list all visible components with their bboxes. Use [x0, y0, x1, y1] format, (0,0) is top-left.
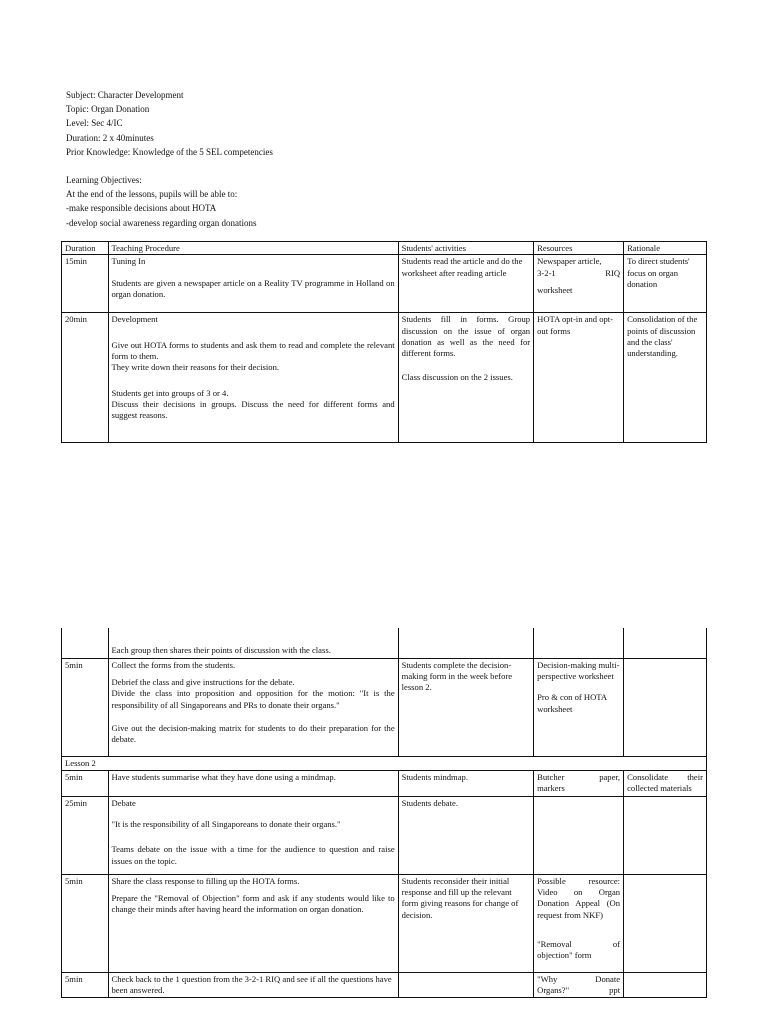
procedure-text: Give out HOTA forms to students and ask them to read and complete the relevant form to them.	[111, 339, 395, 362]
procedure-text: Teams debate on the issue with a time for the audience to question and raise issues on the topic.	[111, 844, 395, 866]
rationale-cell	[624, 972, 707, 998]
procedure-title: Tuning In	[111, 256, 146, 267]
procedure-text: Divide the class into proposition and opposition for the motion: "It is the responsibility of all Singaporeans and PRs to donate their organs."	[111, 688, 395, 710]
subject-line: Subject: Character Development	[66, 90, 184, 100]
resources-cell: HOTA opt-in and opt-out forms	[534, 313, 624, 443]
resource-word: "Removal	[537, 938, 572, 949]
rationale-cell: To direct students' focus on organ donation	[624, 255, 707, 313]
duration-cell: 15min	[62, 255, 109, 313]
resources-cell	[534, 628, 624, 658]
procedure-cell	[108, 628, 398, 658]
procedure-cell	[108, 658, 398, 756]
procedure-text: "It is the responsibility of all Singaporeans to donate their organs."	[111, 818, 341, 829]
activities-cell: Students mindmap.	[398, 770, 533, 796]
resource-word: Butcher	[537, 771, 565, 782]
resource-text: Newspaper article,	[537, 256, 602, 267]
resources-cell	[534, 796, 624, 874]
procedure-cell	[108, 874, 398, 972]
duration-cell: 5min	[62, 972, 109, 998]
header-teaching-procedure: Teaching Procedure	[108, 242, 398, 255]
table-row	[62, 874, 707, 972]
rationale-cell: Consolidation of the points of discussion and the class' understanding.	[624, 313, 707, 443]
resource-text: Possible resource: Video on Organ Donation Appeal (On request from NKF)	[537, 875, 621, 920]
procedure-text: Each group then shares their points of discussion with the class.	[111, 645, 331, 656]
resource-text	[537, 268, 620, 279]
procedure-cell	[108, 796, 398, 874]
duration-line: Duration: 2 x 40minutes	[66, 132, 154, 143]
level-line: Level: Sec 4/IC	[66, 118, 123, 129]
rationale-cell	[624, 874, 707, 972]
table-row	[62, 770, 707, 796]
header-duration: Duration	[62, 242, 109, 255]
table-header-row	[62, 242, 707, 255]
resource-text	[537, 939, 620, 950]
activities-cell: Students read the article and do the worksheet after reading article	[398, 255, 533, 313]
procedure-text: Debate	[111, 797, 136, 808]
resource-text: Pro & con of HOTA worksheet	[537, 692, 607, 714]
rationale-text: collected materials	[627, 783, 692, 794]
rationale-word: their	[687, 771, 703, 782]
resource-word: paper,	[599, 771, 621, 782]
duration-cell	[62, 628, 109, 658]
procedure-text: Collect the forms from the students.	[111, 659, 236, 670]
duration-cell: 25min	[62, 796, 109, 874]
rationale-text	[627, 772, 703, 783]
activities-cell: Students debate.	[398, 796, 533, 874]
procedure-title: Development	[111, 314, 158, 325]
header-students-activities: Students' activities	[398, 242, 533, 255]
table-row	[62, 313, 707, 443]
procedure-text: Share the class response to filling up the HOTA forms.	[111, 875, 300, 886]
activities-cell	[398, 313, 533, 443]
duration-cell: 5min	[62, 658, 109, 756]
resources-cell	[534, 770, 624, 796]
rationale-word: Consolidate	[627, 771, 669, 782]
lesson-label: Lesson 2	[62, 756, 707, 770]
rationale-cell	[624, 770, 707, 796]
activities-text: Class discussion on the 2 issues.	[401, 371, 513, 382]
resources-cell	[534, 874, 624, 972]
procedure-cell	[108, 313, 398, 443]
resources-cell	[534, 658, 624, 756]
objective-item: -make responsible decisions about HOTA	[66, 203, 217, 214]
resource-word: of	[612, 938, 621, 949]
header-resources: Resources	[534, 242, 624, 255]
procedure-text: Students get into groups of 3 or 4.	[111, 387, 229, 398]
duration-cell: 5min	[62, 874, 109, 972]
activities-cell: Students complete the decision-making form in the week before lesson 2.	[398, 658, 533, 756]
resources-cell	[534, 972, 624, 998]
lesson-plan-table-page2	[61, 628, 707, 998]
table-row	[62, 796, 707, 874]
objectives-title: Learning Objectives:	[66, 174, 142, 185]
resource-word: ppt	[609, 984, 621, 995]
resource-word: RIQ	[605, 267, 621, 278]
activities-cell	[398, 628, 533, 658]
table-row-continued	[62, 628, 707, 658]
procedure-text: Debrief the class and give instructions for the debate.	[111, 676, 295, 687]
objective-item: -develop social awareness regarding organ donations	[66, 217, 257, 228]
procedure-text: Discuss their decisions in groups. Discuss the need for different forms and suggest reasons.	[111, 399, 395, 421]
duration-cell: 5min	[62, 770, 109, 796]
resource-text	[537, 772, 620, 783]
topic-line: Topic: Organ Donation	[66, 104, 150, 115]
table-row	[62, 972, 707, 998]
activities-cell	[398, 972, 533, 998]
duration-cell: 20min	[62, 313, 109, 443]
procedure-text: Give out the decision-making matrix for students to do their preparation for the debate.	[111, 722, 395, 745]
resource-word: Organs?"	[537, 984, 570, 995]
table-row	[62, 255, 707, 313]
table-row	[62, 658, 707, 756]
procedure-text: Prepare the "Removal of Objection" form and ask if any students would like to change their minds after having heard the information on organ donation.	[111, 892, 395, 915]
resource-word: "Why	[537, 973, 558, 984]
resource-text: Decision-making multi-perspective worksheet	[537, 659, 620, 681]
procedure-text: They write down their reasons for their decision.	[111, 362, 280, 373]
resource-text	[537, 985, 620, 996]
resource-text: markers	[537, 783, 565, 794]
resource-word: Donate	[595, 973, 621, 984]
lesson-header	[66, 90, 666, 232]
procedure-cell: Have students summarise what they have done using a mindmap.	[108, 770, 398, 796]
lesson-label-row	[62, 756, 707, 770]
procedure-cell	[108, 255, 398, 313]
rationale-cell	[624, 628, 707, 658]
prior-knowledge-line: Prior Knowledge: Knowledge of the 5 SEL competencies	[66, 146, 273, 157]
activities-text: Students fill in forms. Group discussion on the issue of organ donation as well as the need for different forms.	[401, 314, 531, 359]
procedure-cell: Check back to the 1 question from the 3-2-1 RIQ and see if all the questions have been answered.	[108, 972, 398, 998]
procedure-text: Students are given a newspaper article on a Reality TV programme in Holland on organ donation.	[111, 277, 395, 300]
objectives-intro: At the end of the lessons, pupils will be able to:	[66, 189, 238, 200]
rationale-cell	[624, 658, 707, 756]
resource-text	[537, 974, 620, 985]
lesson-plan-table-page1	[61, 241, 707, 443]
resources-cell	[534, 255, 624, 313]
rationale-cell	[624, 796, 707, 874]
resource-text: worksheet	[537, 285, 573, 296]
activities-cell: Students reconsider their initial response and fill up the relevant form giving reasons for change of decision.	[398, 874, 533, 972]
resource-text: objection" form	[537, 950, 592, 961]
header-rationale: Rationale	[624, 242, 707, 255]
resource-word: 3-2-1	[537, 267, 556, 278]
